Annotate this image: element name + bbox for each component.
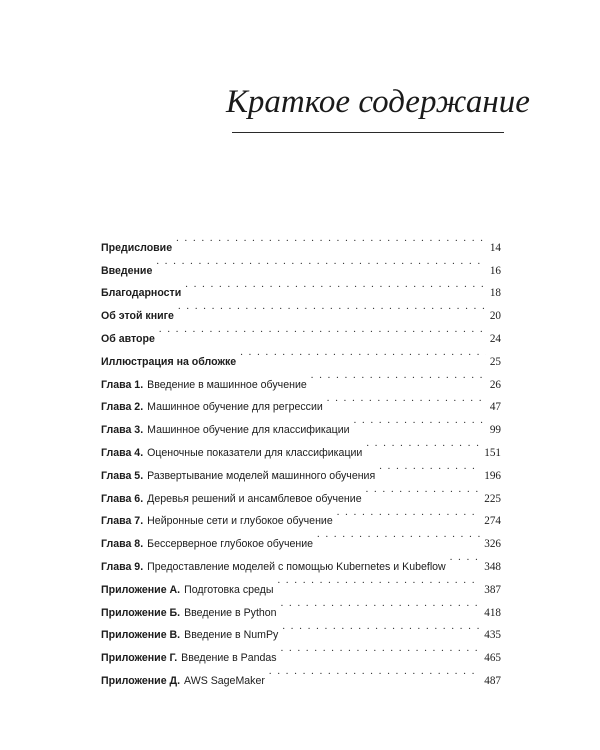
toc-entry-text: Предоставление моделей с помощью Kubernetes и Kubeflow [147, 560, 446, 573]
toc-entry[interactable] [101, 274, 501, 300]
toc-entry[interactable] [101, 365, 501, 391]
toc-entry-text: Бессерверное глубокое обучение [147, 538, 314, 551]
toc-entry[interactable] [101, 342, 501, 368]
toc-entry-label: Приложение В. [101, 629, 181, 642]
toc-entry[interactable] [101, 593, 501, 619]
toc-entry-label: Приложение Г. [101, 652, 178, 665]
toc-entry-label: Глава 7. [101, 515, 144, 528]
dot-leader [450, 547, 481, 570]
page-title: Краткое содержание [226, 84, 530, 120]
dot-leader [311, 365, 486, 388]
toc-entry-label: Приложение Д. [101, 674, 181, 687]
dot-leader [282, 616, 480, 639]
dot-leader [379, 456, 480, 479]
toc-entry[interactable] [101, 661, 501, 687]
dot-leader [281, 638, 481, 661]
dot-leader [366, 433, 480, 456]
toc-entry[interactable] [101, 319, 501, 345]
toc-page-number: 26 [489, 378, 501, 391]
toc-page-number: 99 [489, 424, 501, 437]
toc-entry-text: AWS SageMaker [184, 674, 265, 687]
toc-entry[interactable] [101, 251, 501, 277]
toc-page-number: 435 [484, 629, 501, 642]
dot-leader [240, 342, 486, 365]
toc-entry-text: Развертывание моделей машинного обучения [147, 469, 376, 482]
dot-leader [366, 479, 481, 502]
toc-entry-text: Нейронные сети и глубокое обучение [147, 515, 333, 528]
dot-leader [156, 251, 485, 274]
toc-entry-label: Иллюстрация на обложке [101, 355, 237, 368]
toc-page-number: 20 [489, 310, 501, 323]
toc-entry-title [101, 670, 265, 693]
dot-leader [281, 593, 481, 616]
table-of-contents [101, 228, 501, 687]
toc-entry-label: Глава 9. [101, 560, 144, 573]
toc-entry-label: Глава 8. [101, 538, 144, 551]
toc-entry[interactable] [101, 547, 501, 573]
toc-page-number: 196 [484, 469, 501, 482]
toc-page-number: 16 [489, 264, 501, 277]
toc-page-number: 387 [484, 583, 501, 596]
toc-entry-text: Машинное обучение для классификации [147, 424, 350, 437]
toc-page-number: 25 [489, 355, 501, 368]
toc-entry-text: Машинное обучение для регрессии [147, 401, 323, 414]
toc-entry[interactable] [101, 228, 501, 254]
toc-entry-label: Введение [101, 264, 153, 277]
toc-page-number: 225 [484, 492, 501, 505]
dot-leader [277, 570, 480, 593]
toc-entry[interactable] [101, 296, 501, 323]
toc-entry[interactable] [101, 433, 501, 459]
toc-entry-label: Предисловие [101, 241, 173, 254]
toc-page-number: 465 [484, 652, 501, 665]
dot-leader [317, 524, 480, 547]
toc-page-number: 326 [484, 538, 501, 551]
dot-leader [354, 410, 486, 433]
dot-leader [159, 319, 486, 342]
toc-entry[interactable] [101, 570, 501, 596]
toc-entry[interactable] [101, 502, 501, 528]
toc-entry-text: Подготовка среды [184, 583, 274, 596]
toc-entry-label: Благодарности [101, 287, 182, 300]
dot-leader [269, 661, 480, 684]
toc-entry[interactable] [101, 616, 501, 642]
toc-page-number: 348 [484, 560, 501, 573]
toc-entry-label: Глава 5. [101, 469, 144, 482]
toc-entry-label: Глава 6. [101, 492, 144, 505]
toc-entry-text: Введение в машинное обучение [147, 378, 307, 391]
toc-entry[interactable] [101, 524, 501, 551]
toc-page-number: 274 [484, 515, 501, 528]
toc-page-number: 418 [484, 606, 501, 619]
toc-entry-text: Введение в Pandas [181, 652, 277, 665]
toc-entry-label: Об авторе [101, 332, 155, 345]
toc-entry-label: Глава 1. [101, 378, 144, 391]
toc-entry-label: Глава 3. [101, 424, 144, 437]
toc-entry[interactable] [101, 638, 501, 665]
toc-page-number: 487 [484, 674, 501, 687]
toc-entry-text: Введение в NumPy [184, 629, 279, 642]
toc-entry[interactable] [101, 479, 501, 505]
toc-page-number: 151 [484, 446, 501, 459]
dot-leader [185, 274, 486, 297]
toc-entry-text: Введение в Python [184, 606, 277, 619]
toc-entry-label: Приложение Б. [101, 606, 181, 619]
toc-page-number: 47 [489, 401, 501, 414]
dot-leader [337, 502, 480, 525]
toc-page-number: 18 [489, 287, 501, 300]
toc-page-number: 24 [489, 332, 501, 345]
toc-entry-label: Глава 2. [101, 401, 144, 414]
title-underline [232, 132, 504, 133]
toc-entry-text: Оценочные показатели для классификации [147, 446, 363, 459]
toc-entry[interactable] [101, 388, 501, 414]
toc-page-number: 14 [489, 241, 501, 254]
toc-entry[interactable] [101, 410, 501, 437]
toc-entry-text: Деревья решений и ансамблевое обучение [147, 492, 362, 505]
dot-leader [178, 296, 486, 319]
dot-leader [327, 388, 486, 411]
toc-entry-label: Об этой книге [101, 310, 174, 323]
dot-leader [176, 228, 486, 251]
toc-entry[interactable] [101, 456, 501, 482]
toc-entry-label: Приложение А. [101, 583, 181, 596]
toc-entry-label: Глава 4. [101, 446, 144, 459]
